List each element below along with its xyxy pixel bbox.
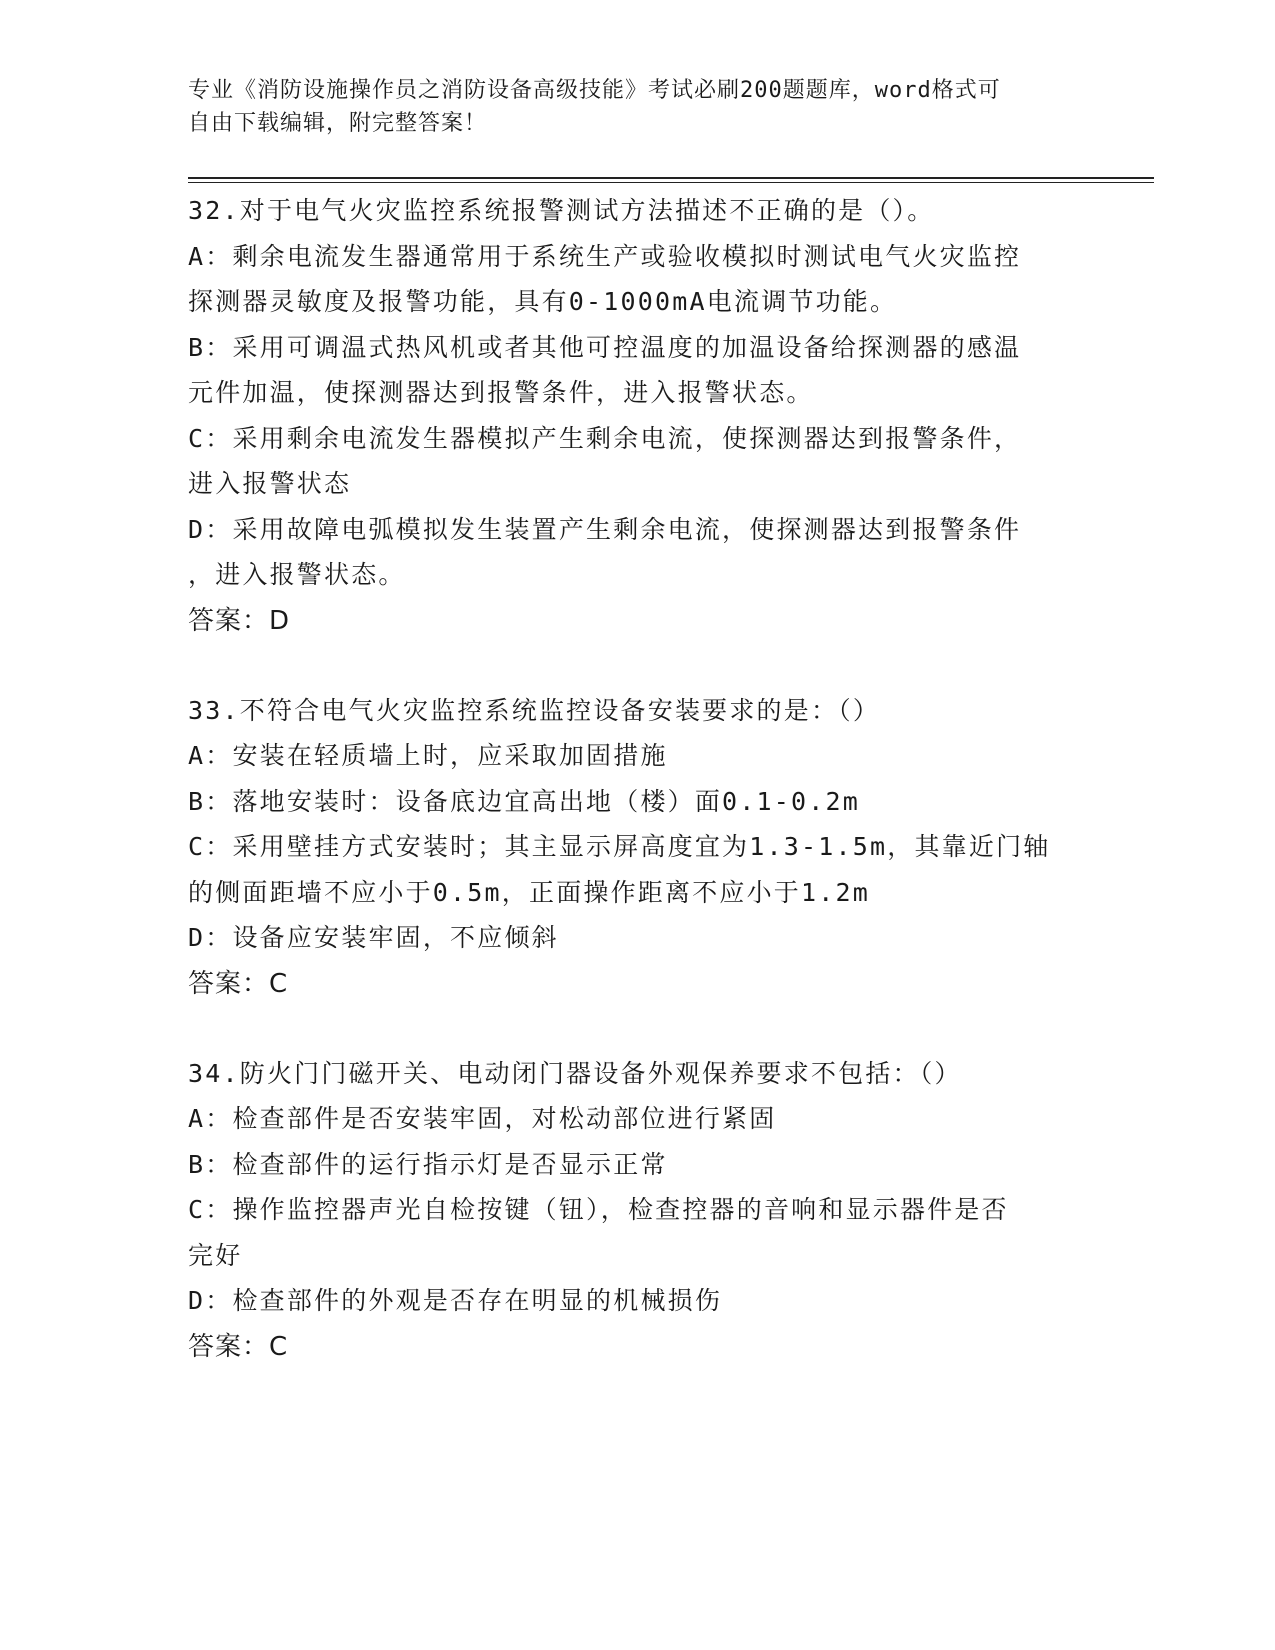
question-answer: 答案：C	[188, 1331, 289, 1362]
question-option-line: A：安装在轻质墙上时，应采取加固措施	[188, 741, 668, 770]
question-stem: 33.不符合电气火灾监控系统监控设备安装要求的是：（）	[188, 695, 881, 725]
question-option-line: C：操作监控器声光自检按键（钮），检查控器的音响和显示器件是否	[188, 1195, 1009, 1224]
question-option-line: 探测器灵敏度及报警功能，具有0-1000mA电流调节功能。	[188, 287, 898, 316]
header-line-2: 自由下载编辑，附完整答案！	[188, 111, 488, 136]
question-option-line: B：检查部件的运行指示灯是否显示正常	[188, 1149, 668, 1179]
question-option-line: D：设备应安装牢固，不应倾斜	[188, 923, 559, 952]
question-option-line: C：采用壁挂方式安装时；其主显示屏高度宜为1.3-1.5m，其靠近门轴	[188, 832, 1051, 861]
question-option-line: B：采用可调温式热风机或者其他可控温度的加温设备给探测器的感温	[188, 332, 1022, 362]
header-divider-thin	[188, 182, 1154, 183]
question-option-line: 完好	[188, 1240, 243, 1270]
question-option-line: D：采用故障电弧模拟发生装置产生剩余电流，使探测器达到报警条件	[188, 514, 1022, 544]
question-33	[188, 688, 1088, 1007]
question-option-line: C：采用剩余电流发生器模拟产生剩余电流，使探测器达到报警条件，	[188, 423, 1022, 453]
document-header	[188, 74, 1088, 140]
question-option-line: D：检查部件的外观是否存在明显的机械损伤	[188, 1286, 723, 1315]
question-option-line: A：检查部件是否安装牢固，对松动部位进行紧固	[188, 1104, 777, 1133]
question-option-line: B：落地安装时：设备底边宜高出地（楼）面0.1-0.2m	[188, 786, 861, 816]
question-answer: 答案：C	[188, 968, 289, 999]
question-option-line: ，进入报警状态。	[188, 560, 406, 589]
header-line-1: 专业《消防设施操作员之消防设备高级技能》考试必刷200题题库，word格式可	[188, 78, 1001, 103]
header-divider-thick	[188, 177, 1154, 179]
question-option-line: 进入报警状态	[188, 469, 352, 498]
question-stem: 34.防火门门磁开关、电动闭门器设备外观保养要求不包括：（）	[188, 1058, 962, 1088]
question-32	[188, 188, 1088, 644]
question-option-line: A：剩余电流发生器通常用于系统生产或验收模拟时测试电气火灾监控	[188, 241, 1022, 271]
question-stem: 32.对于电气火灾监控系统报警测试方法描述不正确的是（）。	[188, 196, 935, 225]
question-option-line: 的侧面距墙不应小于0.5m，正面操作距离不应小于1.2m	[188, 877, 871, 907]
question-list	[188, 188, 1088, 1414]
question-answer: 答案：D	[188, 605, 291, 636]
question-option-line: 元件加温，使探测器达到报警条件，进入报警状态。	[188, 378, 814, 407]
question-34	[188, 1051, 1088, 1370]
